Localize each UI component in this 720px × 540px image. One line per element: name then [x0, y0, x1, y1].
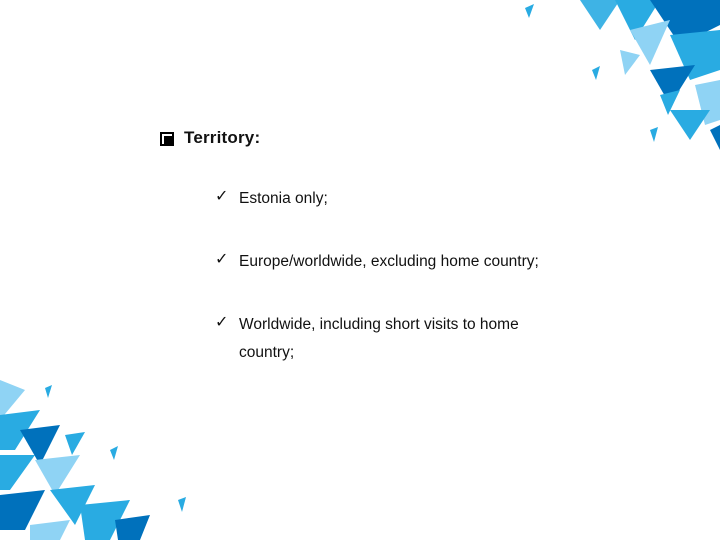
list-item-text: Estonia only; — [239, 190, 328, 207]
list-item-text-line1: Worldwide, including short visits to home — [239, 316, 519, 333]
checkmark-icon: ✓ — [215, 188, 229, 205]
checkbox-square-icon — [160, 131, 174, 145]
checkmark-icon: ✓ — [215, 251, 229, 268]
decorative-leaf-pattern-bottom-left — [0, 380, 210, 540]
list-item — [215, 311, 635, 367]
list-item — [215, 185, 635, 213]
list-item-text: Europe/worldwide, excluding home country; — [239, 253, 539, 270]
list-item-text-line2: country; — [239, 344, 295, 361]
decorative-leaf-pattern-top-right — [520, 0, 720, 160]
section-heading — [160, 128, 260, 148]
heading-text: Territory: — [184, 128, 261, 147]
list-item — [215, 248, 635, 276]
checkmark-icon: ✓ — [215, 314, 229, 331]
bullet-list — [215, 185, 635, 367]
list-item-text — [239, 311, 635, 367]
